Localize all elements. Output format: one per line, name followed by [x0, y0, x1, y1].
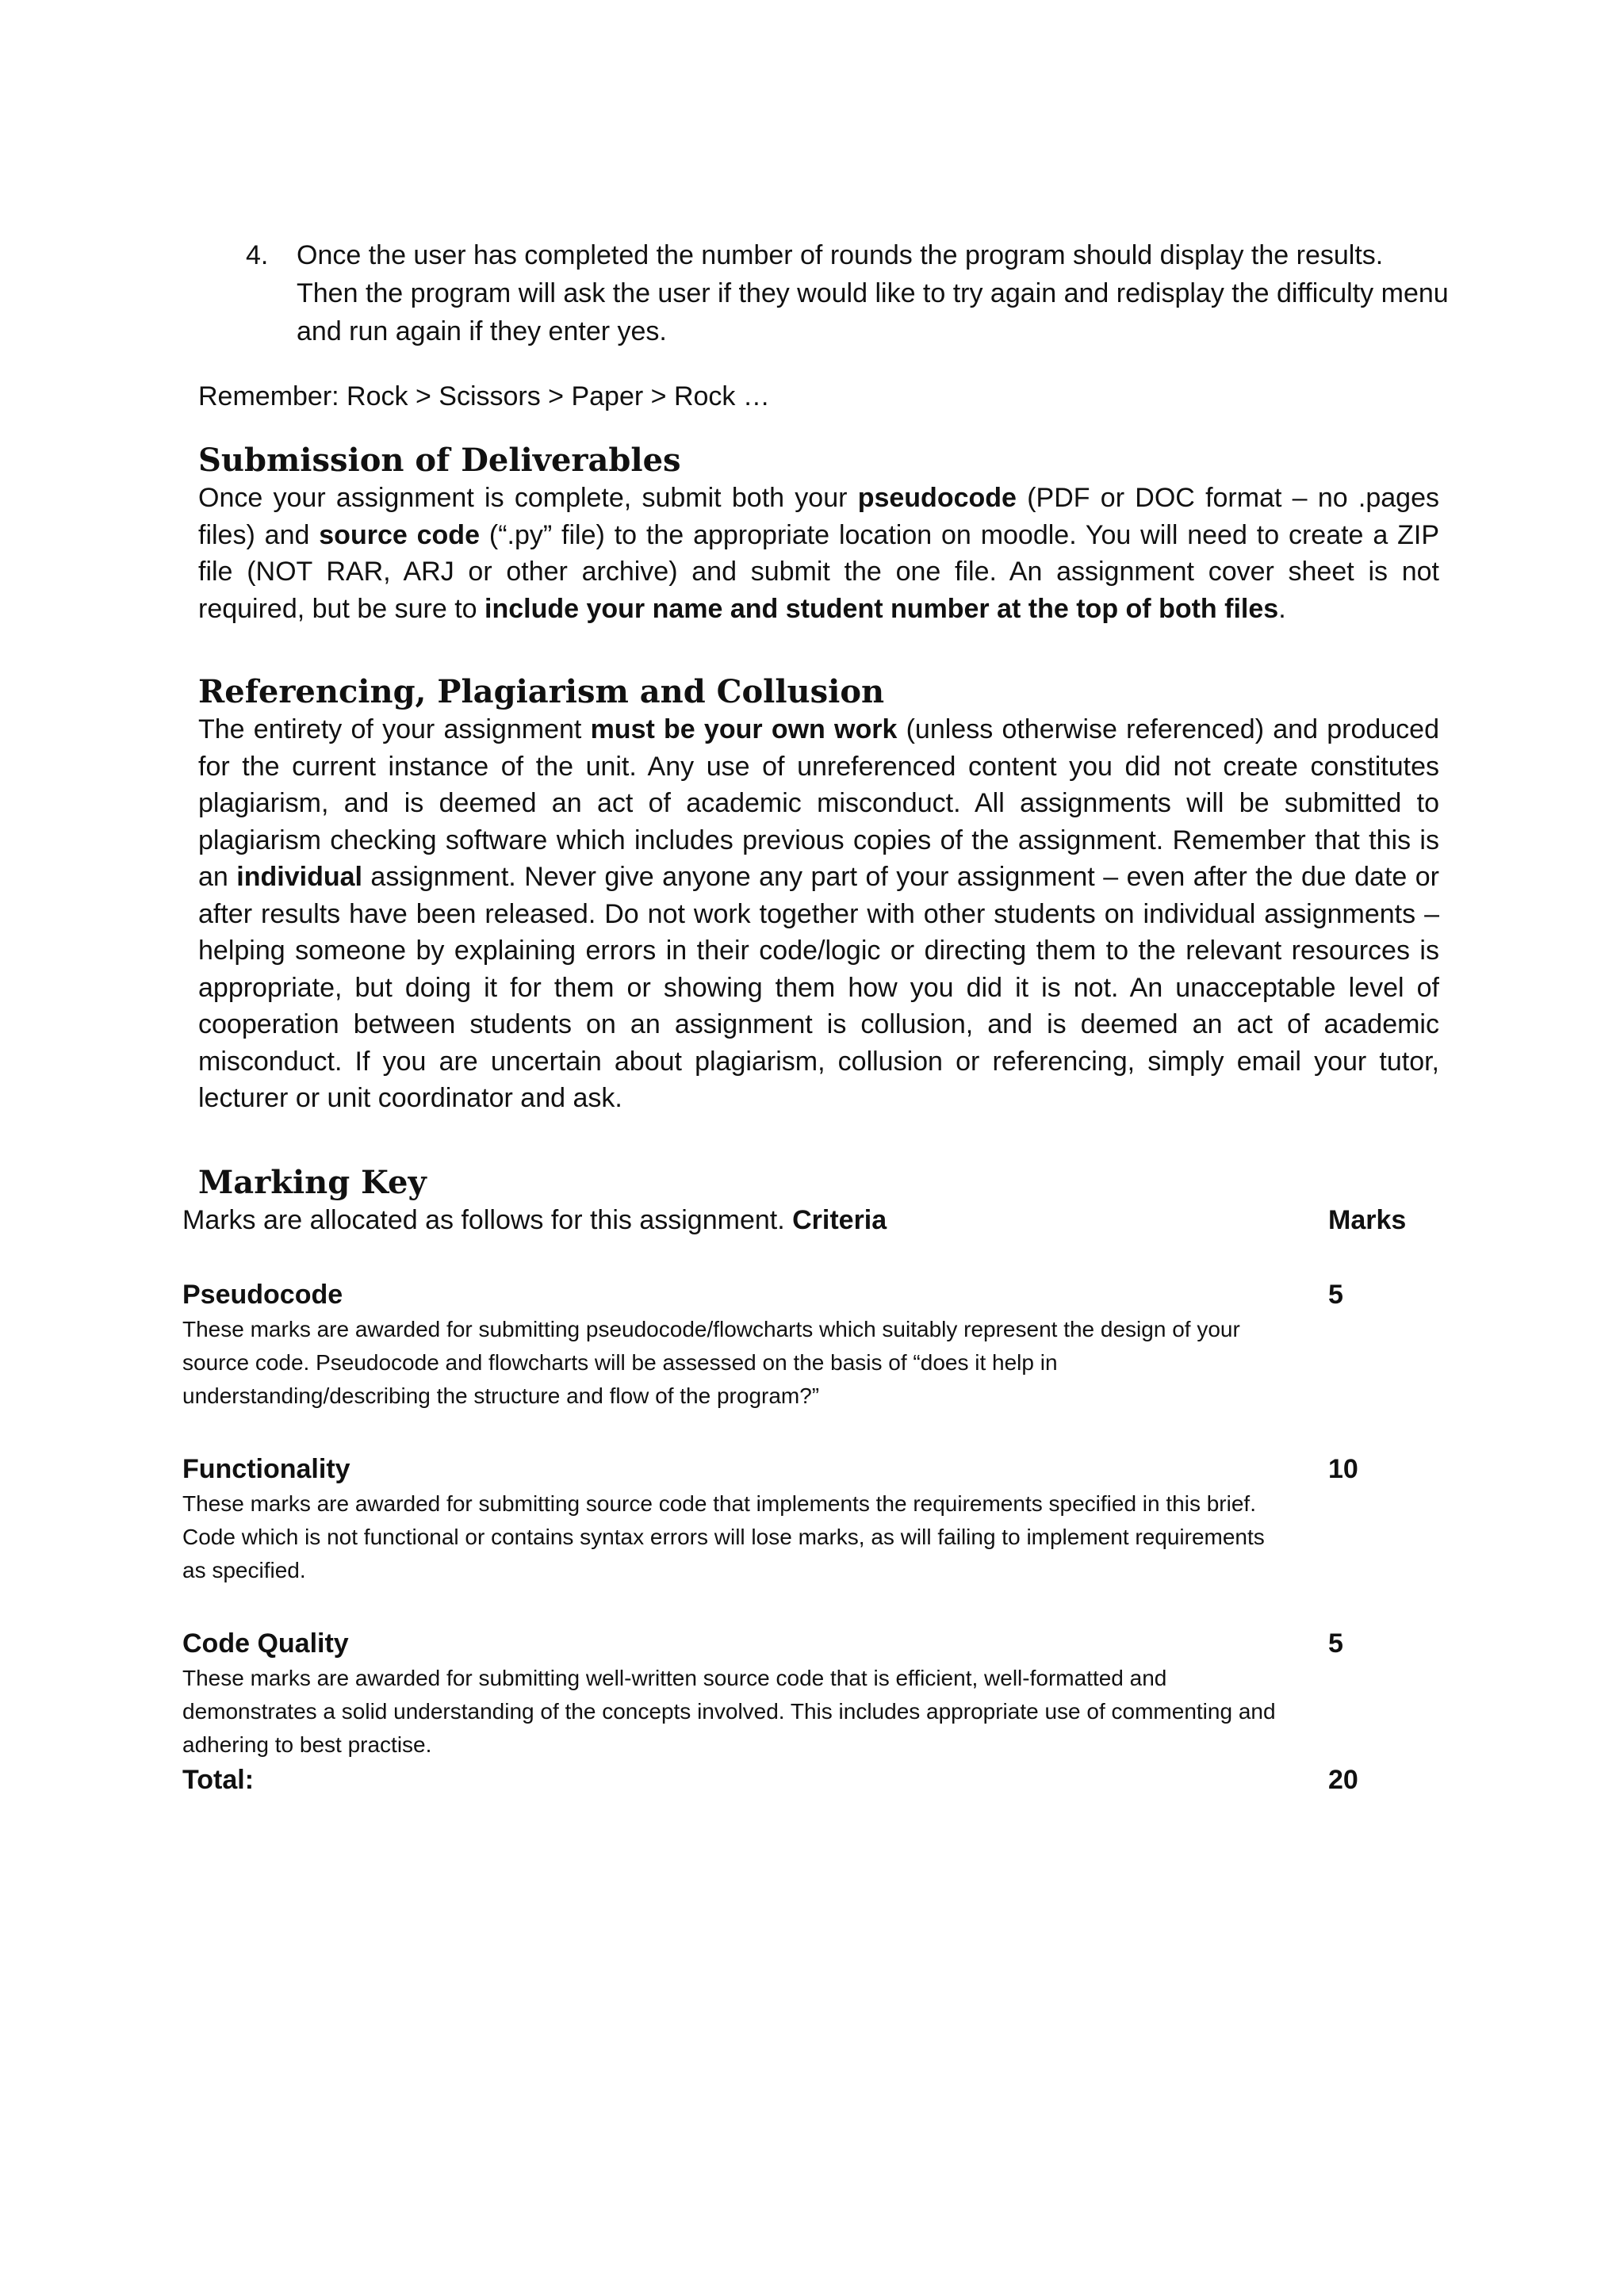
marking-key-intro	[182, 1202, 887, 1238]
text-run: Once your assignment is complete, submit both your	[198, 483, 858, 513]
bold-run: source code	[319, 519, 480, 550]
list-item-text: Once the user has completed the number of rounds the program should display the results. Then the program will ask the user if they would like to try again and redisplay the difficulty menu and run again if they enter yes.	[297, 240, 1449, 346]
marking-key-heading: Marking Key	[198, 1164, 427, 1201]
referencing-heading: Referencing, Plagiarism and Collusion	[198, 673, 885, 710]
referencing-paragraph	[198, 711, 1439, 1117]
text-run: (PDF or DOC format – no .pages files) and	[198, 483, 1439, 550]
criterion-mark-functionality: 10	[1328, 1454, 1358, 1484]
total-label: Total:	[182, 1765, 255, 1795]
list-item-4	[246, 236, 1451, 350]
criterion-desc-functionality: These marks are awarded for submitting source code that implements the requirements specified in this brief. Code which is not functional or contains syntax errors will lose marks, as will failing to implement requirements as specified.	[182, 1491, 1265, 1582]
bold-run: pseudocode	[857, 483, 1017, 513]
text-run: .	[1278, 593, 1286, 624]
criteria-column-label: Criteria	[792, 1205, 887, 1235]
bold-run: individual	[236, 862, 362, 892]
text-run: assignment. Never give anyone any part of your assignment – even after the due date or after results have been released. Do not work together with other students on individual assignments – helping someone by explaining errors in their code/logic or directing them to the relevant resources is appropriate, but doing it for them or showing them how you did it is not. An unacceptable level of cooperation between students on an assignment is collusion, and is deemed an act of academic misconduct. If you are uncertain about plagiarism, collusion or referencing, simply email your tutor, lecturer or unit coordinator and ask.	[198, 862, 1440, 1113]
criterion-title-pseudocode: Pseudocode	[182, 1280, 343, 1310]
submission-heading: Submission of Deliverables	[198, 442, 681, 479]
text-run: Marks are allocated as follows for this assignment.	[182, 1205, 793, 1235]
remember-note: Remember: Rock > Scissors > Paper > Rock …	[198, 381, 770, 411]
total-value: 20	[1328, 1765, 1358, 1795]
criterion-mark-code-quality: 5	[1328, 1628, 1343, 1659]
list-item-number: 4.	[246, 240, 269, 270]
criterion-title-code-quality: Code Quality	[182, 1628, 349, 1659]
criterion-desc-code-quality: These marks are awarded for submitting well-written source code that is efficient, well-formatted and demonstrates a solid understanding of the concepts involved. This includes appropriate use of commenting and adhering to best practise.	[182, 1666, 1276, 1757]
criterion-title-functionality: Functionality	[182, 1454, 350, 1484]
bold-run: include your name and student number at the top of both files	[485, 593, 1279, 624]
bold-run: must be your own work	[590, 714, 898, 744]
submission-paragraph	[198, 480, 1439, 627]
text-run: The entirety of your assignment	[198, 714, 591, 744]
criterion-desc-pseudocode: These marks are awarded for submitting pseudocode/flowcharts which suitably represent the design of your source code. Pseudocode and flowcharts will be assessed on the basis of “does it help in understanding/describing the structure and flow of the program?”	[182, 1317, 1240, 1408]
text-run: (“.py” file) to the appropriate location on moodle. You will need to create a ZIP file (NOT RAR, ARJ or other archive) and submit the one file. An assignment cover sheet is not required, but be sure to	[198, 519, 1440, 624]
marks-column-label: Marks	[1328, 1205, 1407, 1235]
text-run: (unless otherwise referenced) and produced for the current instance of the unit. Any use of unreferenced content you did not create constitutes plagiarism, and is deemed an act of academic misconduct. All assignments will be submitted to plagiarism checking software which includes previous copies of the assignment. Remember that this is an	[198, 714, 1439, 892]
criterion-mark-pseudocode: 5	[1328, 1280, 1343, 1310]
